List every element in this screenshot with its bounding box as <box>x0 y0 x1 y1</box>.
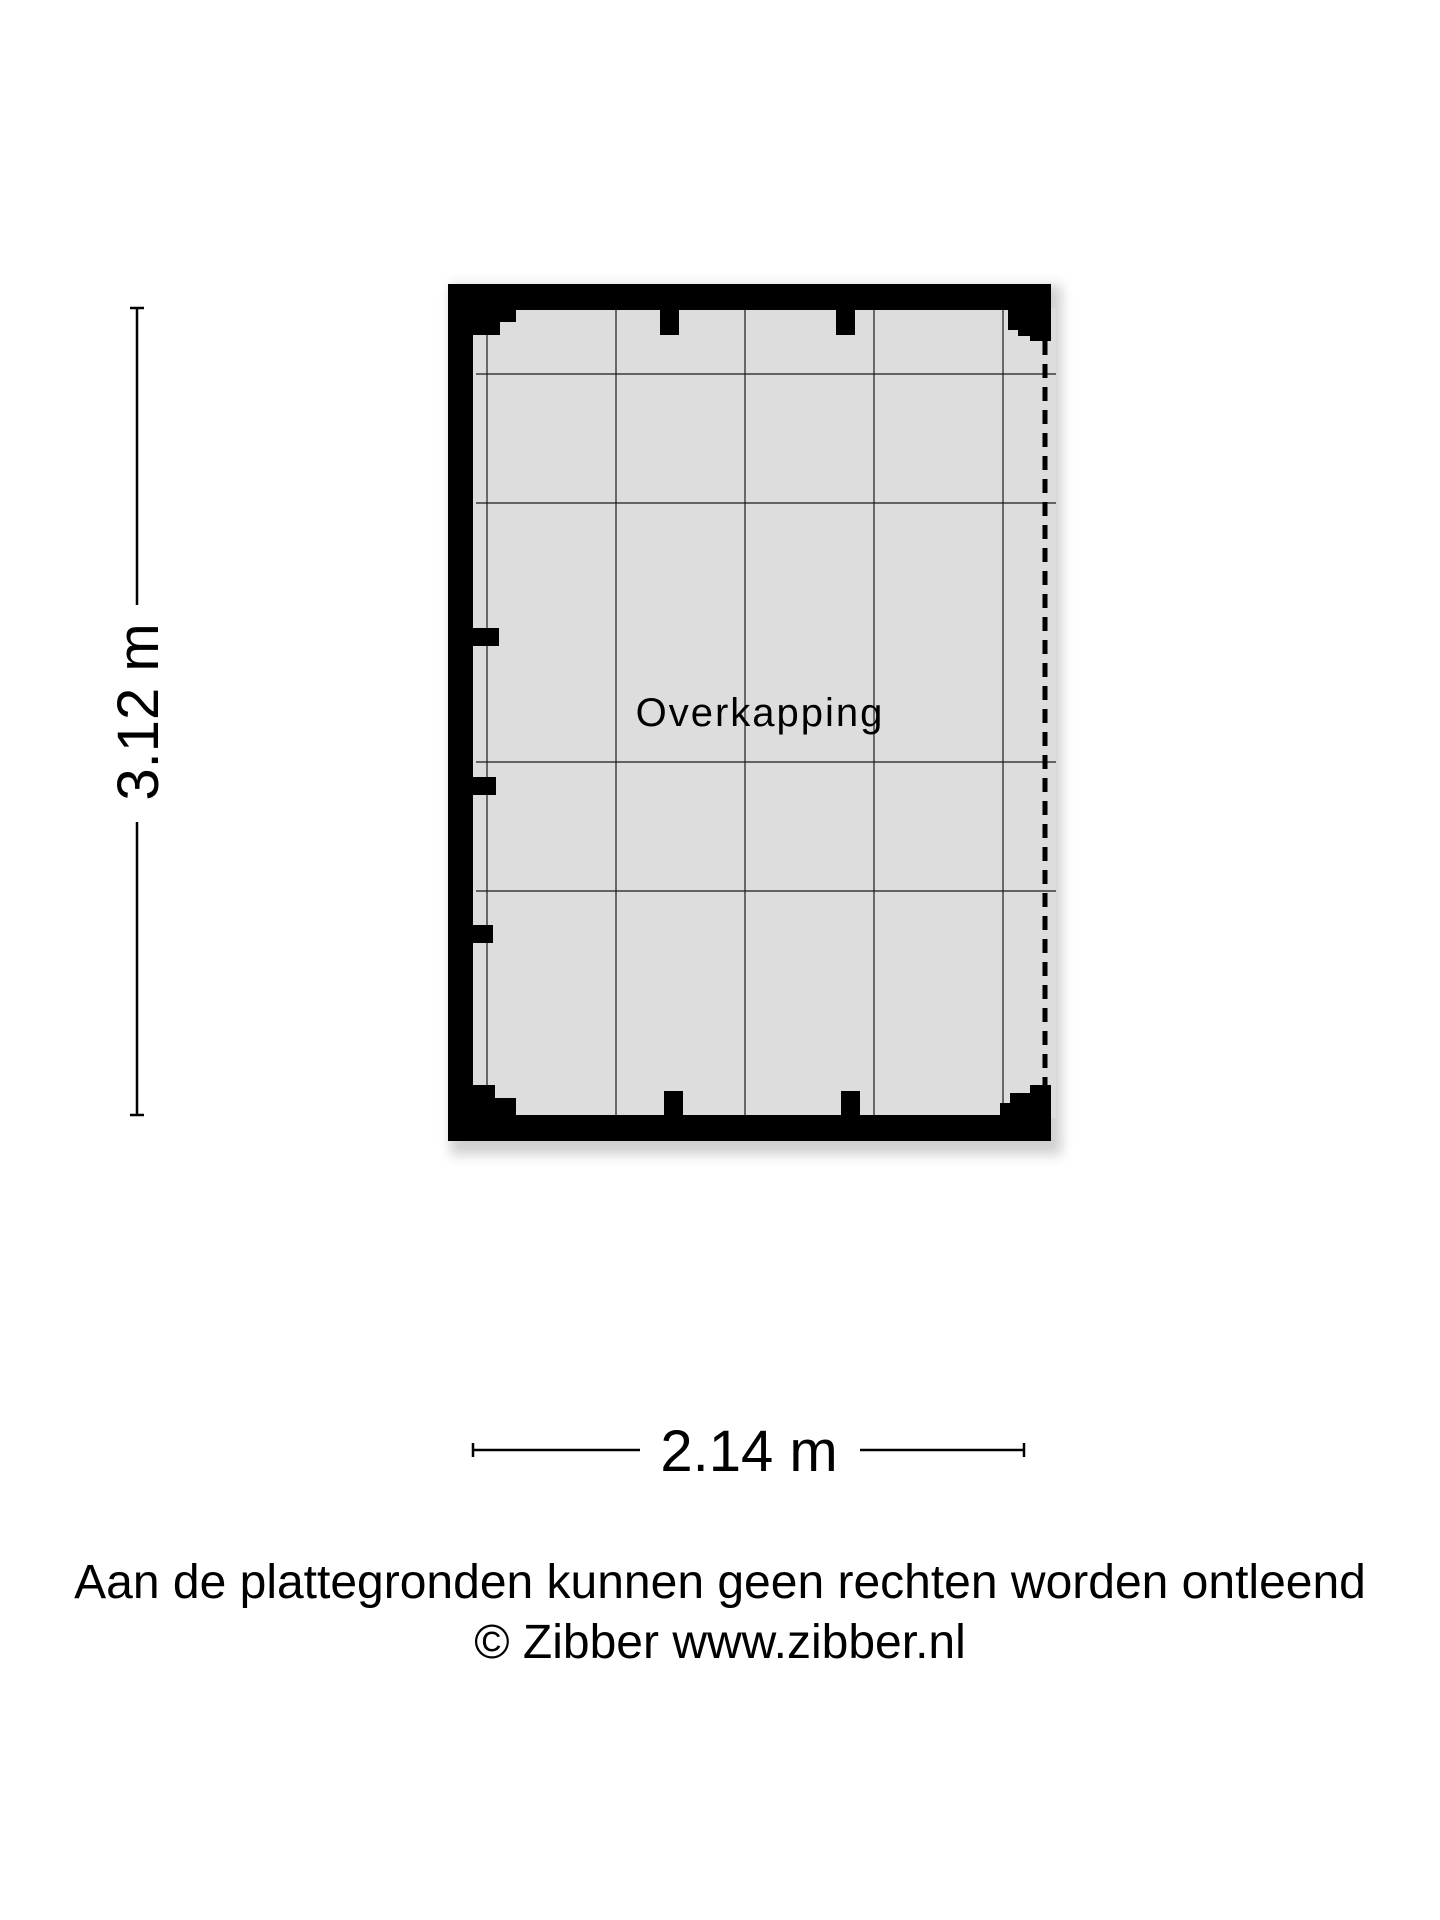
column-stub-left-3 <box>471 925 493 943</box>
height-dimension-label: 3.12 m <box>106 623 171 801</box>
post-bottom-right <box>1030 1085 1051 1141</box>
wall-top <box>448 284 1051 310</box>
wall-bottom <box>448 1115 1051 1141</box>
width-dimension-label: 2.14 m <box>660 1419 838 1484</box>
column-stub-bottom-2 <box>841 1091 860 1117</box>
disclaimer-text: Aan de plattegronden kunnen geen rechten worden ontleend <box>74 1556 1366 1609</box>
wall-left <box>448 284 473 1141</box>
column-stub-left-1 <box>471 628 499 646</box>
column-stub-bottom-1 <box>664 1091 683 1117</box>
corner-step-tl-2 <box>473 310 516 322</box>
corner-step-br-2 <box>1000 1103 1030 1115</box>
column-stub-left-2 <box>471 777 496 795</box>
column-stub-top-2 <box>836 308 855 335</box>
corner-step-tr-2 <box>1018 320 1030 336</box>
column-stub-top-1 <box>660 308 679 335</box>
post-top-right <box>1030 284 1051 341</box>
room-label: Overkapping <box>635 691 885 735</box>
corner-step-bl-2 <box>473 1098 516 1115</box>
copyright-text: © Zibber www.zibber.nl <box>474 1616 966 1669</box>
